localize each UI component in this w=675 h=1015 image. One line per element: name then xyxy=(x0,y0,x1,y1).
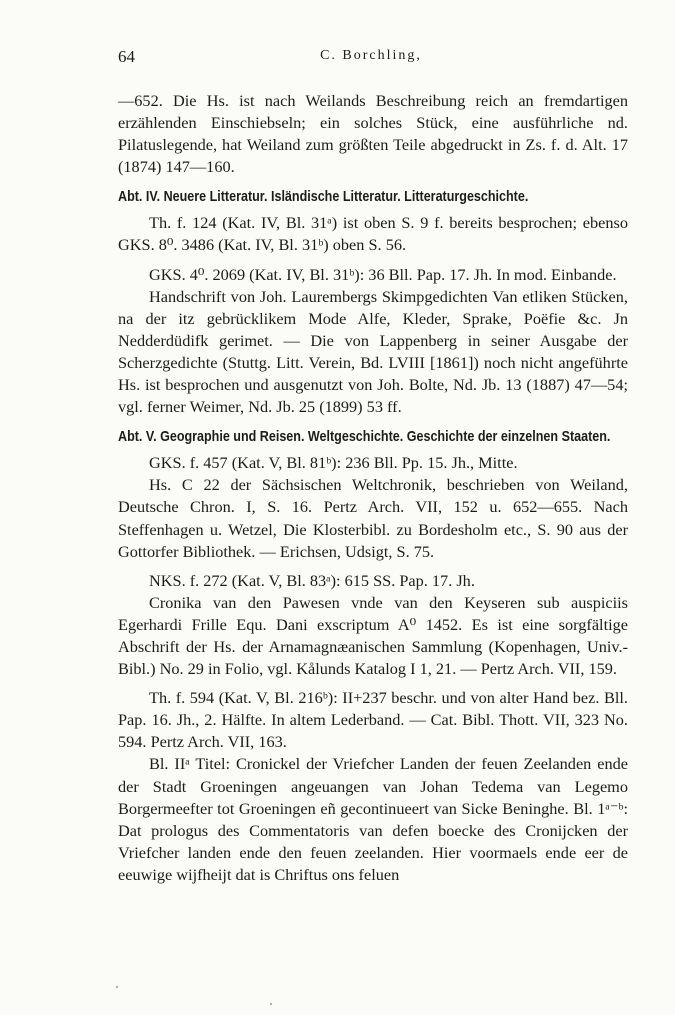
entry-weltchronik-description: Hs. C 22 der Sächsischen Weltchronik, beschrieben von Weiland, Deutsche Chron. I, S. 16. Pertz Arch. VII, 152 u. 652—655. Nach Steffenhagen u. Wetzel, Die Klosterbibl. zu Bordesholm etc., S. 90 aus der Gottorfer Bibliothek. — Erichsen, Udsigt, S. 75. xyxy=(118,475,628,561)
running-head: C. Borchling, xyxy=(320,48,422,63)
entry-th-f-594: Th. f. 594 (Kat. V, Bl. 216ᵇ): II+237 beschr. und von alter Hand bez. Bll. Pap. 16. Jh., 2. Hälfte. In altem Lederband. — Cat. Bibl. Thott. VII, 323 No. 594. Pertz Arch. VII, 163. xyxy=(118,688,628,752)
paper-speck xyxy=(270,1003,272,1005)
page-number: 64 xyxy=(118,47,135,66)
entry-gks-2069: GKS. 4⁰. 2069 (Kat. IV, Bl. 31ᵇ): 36 Bll. Pap. 17. Jh. In mod. Einbande. xyxy=(149,264,617,284)
paper-speck xyxy=(116,986,118,988)
entry-cronickel-description: Bl. IIᵃ Titel: Cronickel der Vriefcher Landen der feuen Zeelanden ende der Stadt Groeningen angeuangen van Johan Tedema van Legemo Borgermeefter tot Groeningen eñ gecontinueert van Sicke Beninghe. Bl. 1ᵃ⁻ᵇ: Dat prologus des Commentatoris van defen boecke des Cronijcken der Vriefcher landen ende den feuen zeelanden. Hier voormaels ende eer de eeuwige wijfheijt dat is Chriftus ons feluen xyxy=(118,754,628,884)
section-heading-abt-5: Abt. V. Geographie und Reisen. Weltgeschichte. Geschichte der einzelnen Staaten. xyxy=(118,429,611,446)
entry-cronika-description: Cronika van den Pawesen vnde van den Keyseren sub auspiciis Egerhardi Frille Equ. Dani exscriptum A⁰ 1452. Es ist eine sorgfältige Abschrift der Hs. der Arnamagnæanischen Sammlung (Kopenhagen, Univ.-Bibl.) No. 29 in Folio, vgl. Kålunds Katalog I 1, 21. — Pertz Arch. VII, 159. xyxy=(118,592,628,679)
entry-lauremberg-description: Handschrift von Joh. Laurembergs Skimpgedichten Van etliken Stücken, na der itz gebrücklikem Mode Alfe, Kleder, Sprake, Poëfie &c. Jn Nedderdüdifk gerimet. — Die von Lappenberg in seiner Ausgabe der Scherzgedichte (Stuttg. Litt. Verein, Bd. LVIII [1861]) noch nicht angeführte Hs. ist besprochen und ausgenutzt von Joh. Bolte, Nd. Jb. 13 (1887) 47—54; vgl. ferner Weimer, Nd. Jb. 25 (1899) 53 ff. xyxy=(118,286,628,417)
section-heading-abt-4: Abt. IV. Neuere Litteratur. Isländische Litteratur. Litteraturgeschichte. xyxy=(118,189,529,206)
entry-th-f-124: Th. f. 124 (Kat. IV, Bl. 31ᵃ) ist oben S. 9 f. bereits besprochen; ebenso GKS. 8⁰. 3486 (Kat. IV, Bl. 31ᵇ) oben S. 56. xyxy=(118,213,628,255)
entry-gks-457: GKS. f. 457 (Kat. V, Bl. 81ᵇ): 236 Bll. Pp. 15. Jh., Mitte. xyxy=(149,453,518,473)
paragraph-continued: —652. Die Hs. ist nach Weilands Beschreibung reich an fremdartigen erzählenden Einschiebseln; ein solches Stück, eine ausführliche nd. Pilatuslegende, hat Weiland zum größten Teile abgedruckt in Zs. f. d. Alt. 17 (1874) 147—160. xyxy=(118,91,628,177)
page-body xyxy=(118,90,628,886)
entry-nks-272: NKS. f. 272 (Kat. V, Bl. 83ᵃ): 615 SS. Pap. 17. Jh. xyxy=(149,570,475,590)
page-header xyxy=(118,47,624,69)
